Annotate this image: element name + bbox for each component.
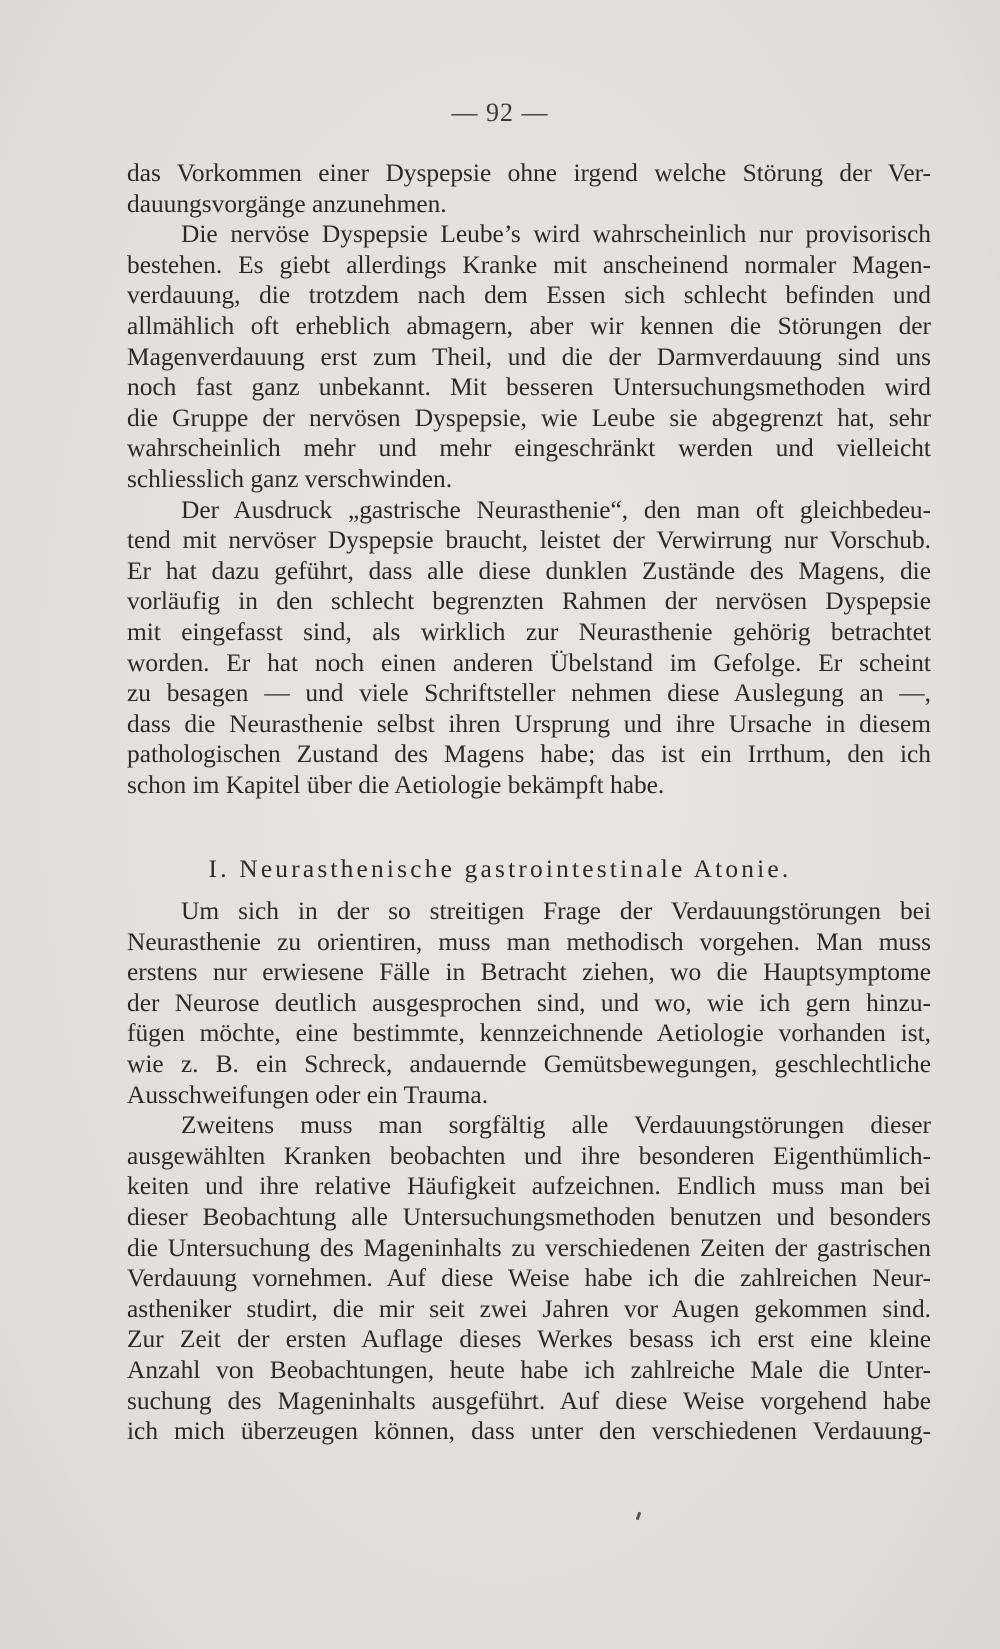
text-line: mit eingefasst sind, als wirklich zur Neurasthenie gehörig betrachtet bbox=[127, 617, 931, 646]
text-block-top bbox=[127, 158, 931, 800]
text-line: wie z. B. ein Schreck, andauernde Gemütsbewegungen, geschlechtliche bbox=[127, 1049, 931, 1078]
text-line: die Untersuchung des Mageninhalts zu verschiedenen Zeiten der gastrischen bbox=[127, 1233, 931, 1262]
text-line: Er hat dazu geführt, dass alle diese dunklen Zustände des Magens, die bbox=[127, 556, 931, 585]
text-line: bestehen. Es giebt allerdings Kranke mit anscheinend normaler Magen- bbox=[127, 250, 931, 279]
section-heading: I. Neurasthenische gastrointestinale Atonie. bbox=[208, 855, 792, 883]
text-line: das Vorkommen einer Dyspepsie ohne irgend welche Störung der Ver- bbox=[127, 159, 931, 187]
text-line: ich mich überzeugen können, dass unter den verschiedenen Verdauung- bbox=[127, 1417, 931, 1446]
text-line: schliesslich ganz verschwinden. bbox=[127, 464, 453, 493]
text-line: dieser Beobachtung alle Untersuchungsmethoden benutzen und besonders bbox=[127, 1202, 931, 1231]
text-line: vorläufig in den schlecht begrenzten Rahmen der nervösen Dyspepsie bbox=[127, 587, 931, 616]
text-line: dauungsvorgänge anzunehmen. bbox=[127, 189, 447, 218]
text-line: Die nervöse Dyspepsie Leube’s wird wahrscheinlich nur provisorisch bbox=[181, 220, 931, 249]
text-line: astheniker studirt, die mir seit zwei Jahren vor Augen gekommen sind. bbox=[127, 1294, 931, 1323]
text-line: erstens nur erwiesene Fälle in Betracht ziehen, wo die Hauptsymptome bbox=[127, 958, 931, 987]
text-line: allmählich oft erheblich abmagern, aber wir kennen die Störungen der bbox=[127, 311, 931, 340]
text-line: Um sich in der so streitigen Frage der Verdauungstörungen bei bbox=[181, 897, 931, 925]
text-line: Verdauung vornehmen. Auf diese Weise habe ich die zahlreichen Neur- bbox=[127, 1264, 931, 1293]
text-line: schon im Kapitel über die Aetiologie bekämpft habe. bbox=[127, 770, 665, 799]
text-line: noch fast ganz unbekannt. Mit besseren Untersuchungsmethoden wird bbox=[127, 373, 931, 402]
text-line: worden. Er hat noch einen anderen Übelstand im Gefolge. Er scheint bbox=[127, 648, 931, 677]
text-line: Neurasthenie zu orientiren, muss man methodisch vorgehen. Man muss bbox=[127, 927, 931, 956]
text-line: Zweitens muss man sorgfältig alle Verdauungstörungen dieser bbox=[181, 1111, 931, 1140]
text-line: Ausschweifungen oder ein Trauma. bbox=[127, 1080, 489, 1109]
text-line: der Neurose deutlich ausgesprochen sind, und wo, wie ich gern hinzu- bbox=[127, 988, 931, 1017]
text-line: tend mit nervöser Dyspepsie braucht, leistet der Verwirrung nur Vorschub. bbox=[127, 526, 931, 555]
text-line: zu besagen — und viele Schriftsteller nehmen diese Auslegung an —, bbox=[127, 679, 931, 708]
text-line: suchung des Mageninhalts ausgeführt. Auf diese Weise vorgehend habe bbox=[127, 1386, 931, 1415]
text-line: Anzahl von Beobachtungen, heute habe ich zahlreiche Male die Unter- bbox=[127, 1355, 931, 1384]
text-line: Der Ausdruck „gastrische Neurasthenie“, den man oft gleichbedeu- bbox=[181, 495, 931, 524]
text-line: pathologischen Zustand des Magens habe; das ist ein Irrthum, den ich bbox=[127, 740, 931, 769]
text-block-bottom bbox=[127, 896, 931, 1447]
text-line: Magenverdauung erst zum Theil, und die der Darmverdauung sind uns bbox=[127, 342, 931, 371]
text-line: ausgewählten Kranken beobachten und ihre besonderen Eigenthümlich- bbox=[127, 1141, 931, 1170]
text-line: wahrscheinlich mehr und mehr eingeschränkt werden und vielleicht bbox=[127, 434, 931, 463]
text-line: die Gruppe der nervösen Dyspepsie, wie Leube sie abgegrenzt hat, sehr bbox=[127, 403, 931, 432]
text-line: fügen möchte, eine bestimmte, kennzeichnende Aetiologie vorhanden ist, bbox=[127, 1019, 931, 1048]
text-line: dass die Neurasthenie selbst ihren Ursprung und ihre Ursache in diesem bbox=[127, 709, 931, 738]
page-number: — 92 — bbox=[451, 98, 549, 127]
ink-mark bbox=[636, 1512, 642, 1521]
text-line: keiten und ihre relative Häufigkeit aufzeichnen. Endlich muss man bei bbox=[127, 1172, 931, 1201]
text-line: Zur Zeit der ersten Auflage dieses Werkes besass ich erst eine kleine bbox=[127, 1325, 931, 1354]
text-line: verdauung, die trotzdem nach dem Essen sich schlecht befinden und bbox=[127, 281, 931, 310]
